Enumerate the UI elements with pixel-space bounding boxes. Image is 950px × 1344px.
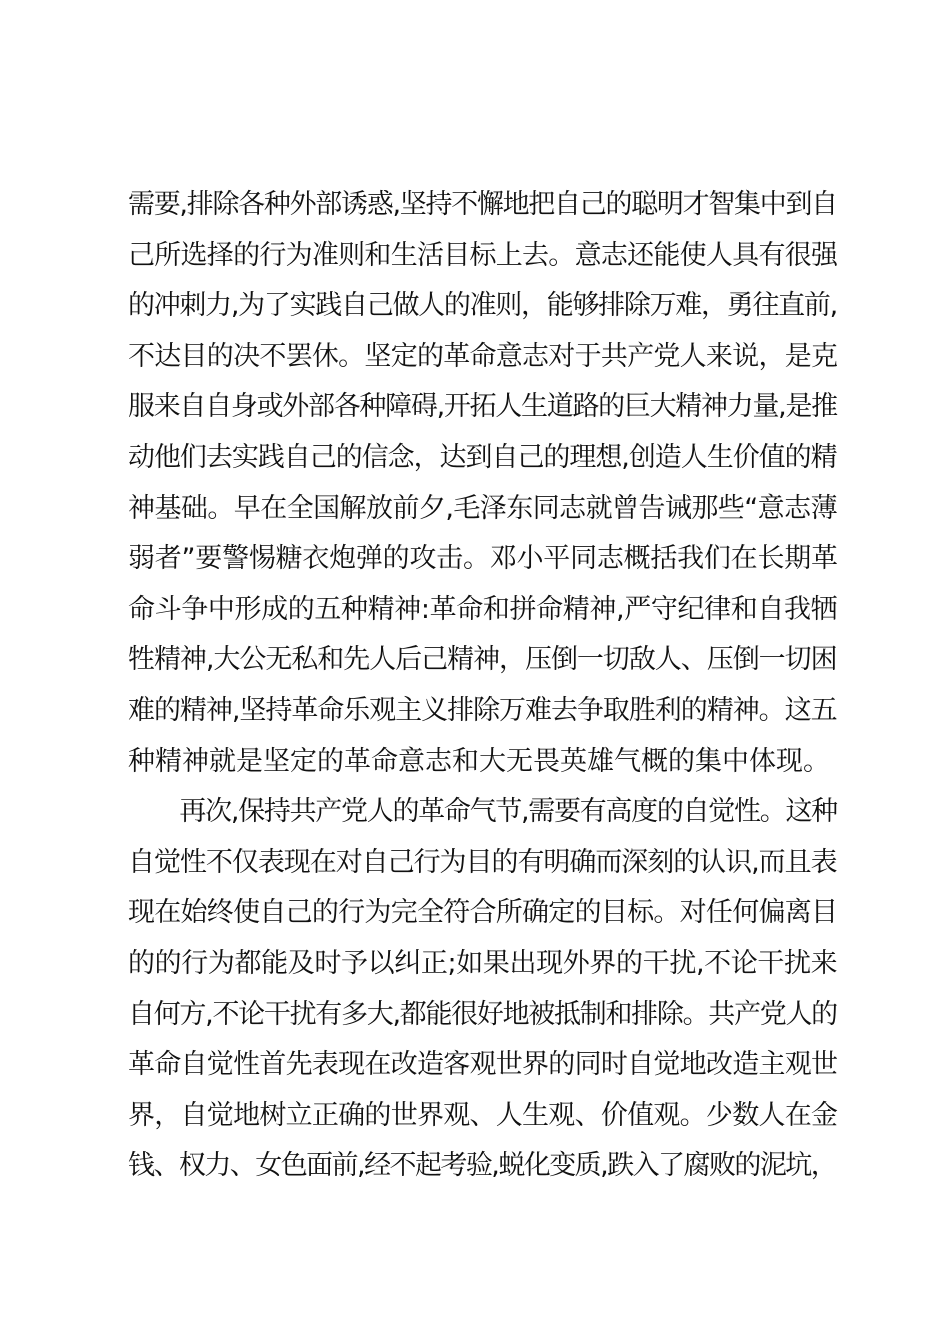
- text-line: 己所选择的行为准则和生活目标上去。意志还能使人具有很强: [128, 239, 838, 271]
- text-line: 命斗争中形成的五种精神:革命和拼命精神,严守纪律和自我牺: [128, 593, 838, 625]
- text-line: 弱者”要警惕糖衣炮弹的攻击。邓小平同志概括我们在长期革: [128, 543, 838, 575]
- text-line: 界，自觉地树立正确的世界观、人生观、价值观。少数人在金: [128, 1099, 838, 1131]
- text-line: 需要,排除各种外部诱惑,坚持不懈地把自己的聪明才智集中到自: [128, 189, 837, 220]
- text-line: 神基础。早在全国解放前夕,毛泽东同志就曾告诫那些“意志薄: [128, 492, 838, 524]
- text-line: 现在始终使自己的行为完全符合所确定的目标。对任何偏离目: [128, 897, 838, 929]
- text-line: 革命自觉性首先表现在改造客观世界的同时自觉地改造主观世: [128, 1049, 838, 1081]
- text-line: 自觉性不仅表现在对自己行为目的有明确而深刻的认识,而且表: [128, 846, 837, 878]
- text-line: 种精神就是坚定的革命意志和大无畏英雄气概的集中体现。: [128, 745, 830, 777]
- text-line: 钱、权力、女色面前,经不起考验,蜕化变质,跌入了腐败的泥坑，: [128, 1150, 837, 1182]
- text-line: 的冲刺力,为了实践自己做人的准则，能够排除万难，勇往直前,: [128, 290, 837, 322]
- paragraph-start-line: 再次,保持共产党人的革命气节,需要有高度的自觉性。这种: [128, 796, 837, 828]
- text-line: 自何方,不论干扰有多大,都能很好地被抵制和排除。共产党人的: [128, 998, 837, 1030]
- text-line: 动他们去实践自己的信念，达到自己的理想,创造人生价值的精: [128, 441, 837, 473]
- text-line: 牲精神,大公无私和先人后己精神，压倒一切敌人、压倒一切困: [128, 644, 837, 676]
- text-line: 不达目的决不罢休。坚定的革命意志对于共产党人来说，是克: [128, 340, 838, 372]
- body-text: [128, 180, 838, 1192]
- text-line: 的的行为都能及时予以纠正;如果出现外界的干扰,不论干扰来: [128, 947, 838, 979]
- text-line: 服来自自身或外部各种障碍,开拓人生道路的巨大精神力量,是推: [128, 391, 837, 423]
- text-line: 难的精神,坚持革命乐观主义排除万难去争取胜利的精神。这五: [128, 694, 837, 726]
